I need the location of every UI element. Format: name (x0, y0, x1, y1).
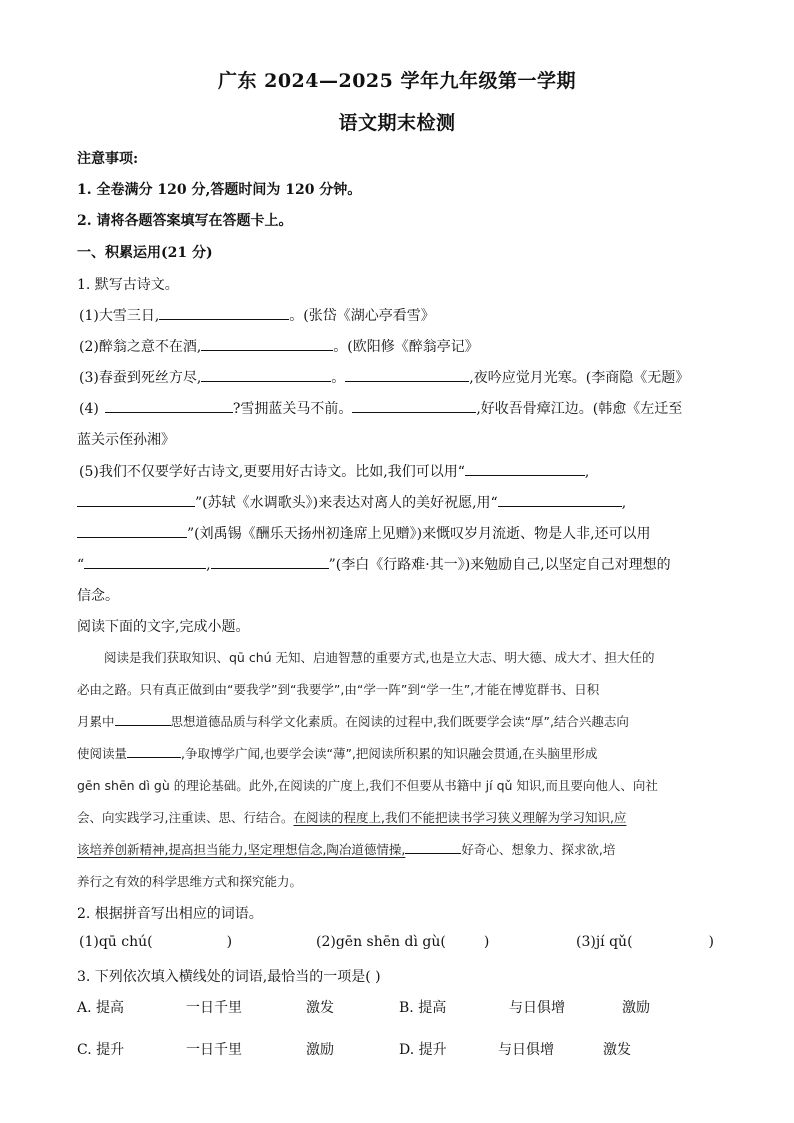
option-a-1[interactable]: A. 提高 (77, 1000, 125, 1016)
option-d-2: 与日俱增 (498, 1042, 554, 1058)
option-b-3: 激励 (622, 1000, 650, 1016)
answer-blank[interactable] (352, 400, 476, 413)
passage-line-1: 阅读是我们获取知识、qū chú 无知、启迪智慧的重要方式,也是立大志、明大德、成大才、担大任的 (104, 650, 655, 665)
underlined-sentence-cont: 该培养创新精神,提高担当能力,坚定理想信念,陶冶道德情操, (77, 842, 406, 857)
option-c-3: 激励 (306, 1042, 334, 1058)
q1-line-3-text-a: (3)春蚕到死丝方尽, (79, 370, 202, 386)
q2-item-3 (576, 934, 714, 950)
q1-line-5-text-h: ”(李白《行路难·其一》)来勉励自己,以坚定自己对理想的 (328, 557, 671, 573)
passage-line-6-a: 会、向实践学习,注重读、思、行结合。 (77, 810, 294, 825)
q1-line-1-text-a: (1)大雪三日, (79, 308, 160, 324)
notes-item-1: 1. 全卷满分 120 分,答题时间为 120 分钟。 (77, 182, 362, 198)
answer-blank[interactable] (84, 556, 206, 569)
option-b-2: 与日俱增 (509, 1000, 565, 1016)
q2-item-3-label: (3)jí qǔ( (576, 934, 633, 950)
option-d-3: 激发 (603, 1042, 631, 1058)
q1-line-4 (79, 398, 682, 418)
q1-line-5c (77, 523, 651, 543)
q2-item-1-close: ) (226, 934, 233, 950)
passage-line-2: 必由之路。只有真正做到由“要我学”到“我要学”,由“学一阵”到“学一生”,才能在博览群书、日积 (77, 682, 600, 697)
passage-line-5: gēn shēn dì gù 的理论基础。此外,在阅读的广度上,我们不但要从书籍中 jí qǔ 知识,而且要向他人、向社 (77, 778, 658, 793)
q2-item-1 (79, 934, 232, 950)
answer-blank[interactable] (159, 307, 289, 320)
q2-item-3-close: ) (708, 934, 715, 950)
q1-line-3-text-c: ,夜吟应觉月光寒。(李商隐《无题》 (469, 370, 690, 386)
q1-line-5-text-a: (5)我们不仅要学好古诗文,更要用好古诗文。比如,我们可以用“ (79, 464, 465, 480)
q1-line-2-text-a: (2)醉翁之意不在酒, (79, 339, 202, 355)
exam-title: 广东 2024—2025 学年九年级第一学期 (218, 70, 576, 92)
passage-line-3 (77, 712, 629, 730)
q1-line-4-text-a: (4) (79, 401, 99, 417)
q1-line-2 (79, 336, 479, 356)
q1-line-3 (79, 367, 689, 387)
passage-line-3-b: 思想道德品质与科学文化素质。在阅读的过程中,我们既要学会读“厚”,结合兴趣志向 (170, 714, 629, 729)
q1-line-4-text-c: ,好收吾骨瘴江边。(韩愈《左迁至 (476, 401, 683, 417)
answer-blank[interactable] (201, 338, 333, 351)
q1-line-5-text-f: “ (77, 557, 85, 573)
option-a-3: 激发 (306, 1000, 334, 1016)
q1-line-2-text-b: 。(欧阳修《醉翁亭记》 (333, 339, 479, 355)
q1-line-5b (77, 492, 626, 512)
q1-line-5e: 信念。 (77, 588, 119, 604)
q1-line-1 (79, 305, 435, 325)
notes-heading: 注意事项: (77, 151, 139, 167)
passage-line-8: 养行之有效的科学思维方式和探究能力。 (77, 874, 303, 889)
q2-item-2-close: ) (483, 934, 490, 950)
answer-blank[interactable] (201, 369, 331, 382)
passage-line-3-a: 月累中 (77, 714, 115, 729)
passage-line-7-b: 好奇心、想象力、探求欲,培 (461, 842, 616, 857)
answer-blank[interactable] (77, 494, 195, 507)
question-3-title: 3. 下列依次填入横线处的词语,最恰当的一项是( ) (77, 969, 381, 985)
answer-blank[interactable] (115, 713, 171, 726)
q2-item-1-label: (1)qū chú( (79, 934, 153, 950)
option-a-2: 一日千里 (186, 1000, 242, 1016)
option-c-2: 一日千里 (186, 1042, 242, 1058)
notes-item-2: 2. 请将各题答案填写在答题卡上。 (77, 213, 293, 229)
q1-line-3-text-b: 。 (331, 370, 346, 386)
q1-line-1-text-b: 。(张岱《湖心亭看雪》 (289, 308, 435, 324)
answer-blank[interactable] (77, 525, 187, 538)
q2-item-2 (316, 934, 489, 950)
option-d-1[interactable]: D. 提升 (399, 1042, 447, 1058)
passage-line-4 (77, 744, 597, 762)
q1-line-5-text-d: , (621, 495, 627, 511)
q1-line-5-text-e: ”(刘禹锡《酬乐天扬州初逢席上见赠》)来慨叹岁月流逝、物是人非,还可以用 (187, 526, 651, 542)
q1-line-4-text-b: ?雪拥蓝关马不前。 (232, 401, 353, 417)
q1-line-5d (77, 554, 671, 574)
answer-blank[interactable] (211, 556, 329, 569)
passage-line-6 (77, 808, 626, 826)
option-c-1[interactable]: C. 提升 (77, 1042, 125, 1058)
underlined-sentence: 在阅读的程度上,我们不能把读书学习狭义理解为学习知识,应 (293, 810, 627, 825)
option-b-1[interactable]: B. 提高 (399, 1000, 447, 1016)
q1-line-4-cont: 蓝关示侄孙湘》 (77, 432, 175, 448)
reading-intro: 阅读下面的文字,完成小题。 (77, 619, 250, 635)
answer-blank[interactable] (405, 841, 461, 854)
answer-blank[interactable] (127, 745, 181, 758)
q1-line-5 (79, 461, 589, 481)
question-2-title: 2. 根据拼音写出相应的词语。 (77, 906, 263, 922)
exam-subtitle: 语文期末检测 (338, 112, 456, 134)
q1-line-5-text-b: , (584, 464, 590, 480)
answer-blank[interactable] (498, 494, 622, 507)
section-heading: 一、积累运用(21 分) (77, 245, 213, 261)
passage-line-4-b: ,争取博学广闻,也要学会读“薄”,把阅读所积累的知识融会贯通,在头脑里形成 (181, 746, 598, 761)
answer-blank[interactable] (105, 400, 233, 413)
q2-item-2-label: (2)gēn shēn dì gù( (316, 934, 446, 950)
answer-blank[interactable] (345, 369, 469, 382)
passage-line-7 (77, 840, 615, 858)
q1-line-5-text-g: , (206, 557, 211, 573)
passage-line-4-a: 使阅读量 (77, 746, 128, 761)
q1-line-5-text-c: ”(苏轼《水调歌头》)来表达对离人的美好祝愿,用“ (195, 495, 498, 511)
question-1-title: 1. 默写古诗文。 (77, 277, 179, 293)
answer-blank[interactable] (465, 463, 585, 476)
